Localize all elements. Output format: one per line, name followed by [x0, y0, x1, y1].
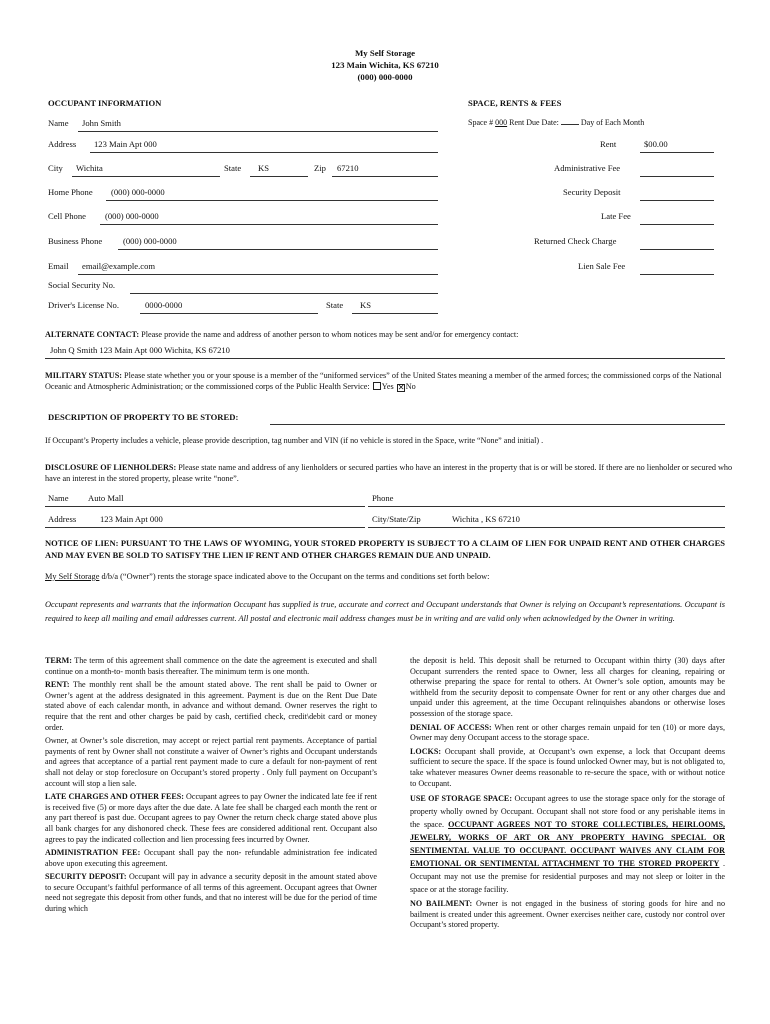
email-line: [78, 274, 438, 275]
state-line: [250, 176, 308, 177]
name-value[interactable]: John Smith: [82, 118, 121, 128]
rent-due-day-field[interactable]: [561, 124, 579, 125]
late-fee-line[interactable]: [640, 224, 714, 225]
owner-name: My Self Storage: [45, 572, 100, 581]
term-label: TERM:: [45, 656, 72, 665]
military-status-label: MILITARY STATUS:: [45, 371, 122, 380]
denial-label: DENIAL OF ACCESS:: [410, 722, 492, 732]
use-text-1: Occupant agrees to use the storage space only for the storage of property wholly owned by Occupant. Occupant shall not store food or any perishable items in the space.: [410, 794, 725, 830]
admin-fee-clause-label: ADMINISTRATION FEE:: [45, 848, 141, 858]
lienholder-csz-value[interactable]: Wichita , KS 67210: [452, 514, 520, 524]
lienholder-phone-line[interactable]: [368, 506, 725, 507]
returned-check-label: Returned Check Charge: [534, 236, 617, 246]
state-value[interactable]: KS: [258, 163, 269, 173]
lienholder-address-line: [45, 527, 365, 528]
business-phone-line: [118, 249, 438, 250]
address-label: Address: [48, 139, 77, 149]
alternate-contact-instruction: [45, 329, 735, 341]
rent-due-suffix: Day of Each Month: [580, 118, 645, 127]
late-fee-label: Late Fee: [601, 211, 631, 221]
city-label: City: [48, 163, 63, 173]
document-header: [0, 47, 770, 83]
locks-label: LOCKS:: [410, 746, 442, 756]
lien-sale-fee-line[interactable]: [640, 274, 714, 275]
city-value[interactable]: Wichita: [76, 163, 103, 173]
admin-fee-clause-text: Occupant shall pay the non- refundable administration fee indicated above upon executing this agreement.: [45, 848, 377, 868]
locks-text: Occupant shall provide, at Occupant’s own expense, a lock that Occupant deems sufficient to secure the space. If the space is found unlocked Owner may, but is not obligated to, take whatever measures Owner deems reasonable to re-secure the space, with or without notice to Occupant.: [410, 746, 725, 788]
lienholder-address-value[interactable]: 123 Main Apt 000: [100, 514, 163, 524]
security-deposit-clause-text: Occupant will pay in advance a security deposit in the amount stated above to secure Occupant’s faithful performance of all terms of this agreement. Occupant agrees that Owner need not segregate this deposit from other funds, and that no interest will be due for the period of time during which: [45, 872, 377, 914]
business-phone-label: Business Phone: [48, 236, 103, 246]
military-no-label: No: [405, 382, 416, 391]
address-value[interactable]: 123 Main Apt 000: [94, 139, 157, 149]
state-label: State: [224, 163, 242, 173]
alternate-contact-text: Please provide the name and address of another person to whom notices may be sent and/or for emergency contact:: [141, 330, 519, 339]
terms-left-column: [45, 656, 377, 918]
use-bold-warning: OCCUPANT AGREES NOT TO STORE COLLECTIBLES, HEIRLOOMS, JEWELRY, WORKS OF ART OR ANY PROPERTY HAVING SPECIAL OR SENTIMENTAL VALUE TO OCCUPANT. OCCUPANT WAIVES ANY CLAIM FOR EMOTIONAL OR SENTIMENTAL ATTACHMENT TO THE STORED PROPERTY: [410, 820, 725, 869]
military-yes-label: Yes: [381, 382, 394, 391]
cell-phone-value[interactable]: (000) 000-0000: [105, 211, 159, 221]
use-text-2: . Occupant may not use the premise for residential purposes and may not sleep or loiter in the space or at the storage facility.: [410, 859, 725, 895]
rents-statement: [45, 571, 735, 583]
military-status: [45, 370, 730, 392]
denial-text: When rent or other charges remain unpaid for ten (10) or more days, Owner may deny Occupant access to the storage space.: [410, 722, 725, 743]
business-phone-value[interactable]: (000) 000-0000: [123, 236, 177, 246]
military-no-checkbox[interactable]: ✕: [397, 383, 405, 392]
use-of-storage-clause: [410, 792, 725, 896]
dl-line: [140, 313, 318, 314]
terms-right-column: [410, 656, 725, 934]
late-charges-label: LATE CHARGES AND OTHER FEES:: [45, 792, 184, 802]
home-phone-line: [106, 200, 438, 201]
lienholder-csz-line: [368, 527, 725, 528]
dl-state-line: [352, 313, 438, 314]
admin-fee-label: Administrative Fee: [554, 163, 621, 173]
bailment-text: Owner is not engaged in the business of storing goods for hire and no bailment is created under this agreement. Owner exercises neither care, custody nor control over Occupant’s stored property.: [410, 899, 725, 930]
rent-clause-label: RENT:: [45, 680, 70, 690]
no-bailment-clause: [410, 899, 725, 931]
space-rent-due-row: [468, 118, 644, 128]
email-label: Email: [48, 261, 69, 271]
cell-phone-line: [100, 224, 438, 225]
lienholder-address-label: Address: [48, 514, 77, 524]
zip-label: Zip: [314, 163, 326, 173]
space-label: Space #: [468, 118, 494, 127]
dl-state-label: State: [326, 300, 344, 310]
rent-label: Rent: [600, 139, 617, 149]
name-line: [78, 131, 438, 132]
security-deposit-clause: [45, 872, 377, 914]
partial-payment-clause: Owner, at Owner’s sole discretion, may accept or reject partial rent payments. Acceptance of partial payments of rent by Owner shall not constitute a waiver of Owner’s rights and Occupant understands and agrees that acceptance of a partial rent payment made to cure a default for non-payment of rent shall not delay or stop foreclosure on Occupant’s stored property . Only full payment on Occupant’s account will stop a lien sale.: [45, 736, 377, 788]
dl-label: Driver's License No.: [48, 300, 119, 310]
lienholder-phone-label: Phone: [372, 493, 394, 503]
admin-fee-line[interactable]: [640, 176, 714, 177]
rent-clause: [45, 680, 377, 733]
lienholders-text: Please state name and address of any lienholders or secured parties who have an interest in the property that is or will be stored. If there are no lienholder or secured who have an interest in the stored property, please write “none”.: [45, 463, 733, 483]
zip-line: [332, 176, 438, 177]
description-label: DESCRIPTION OF PROPERTY TO BE STORED:: [48, 412, 239, 422]
name-label: Name: [48, 118, 69, 128]
occupant-section-title: OCCUPANT INFORMATION: [48, 98, 162, 108]
home-phone-label: Home Phone: [48, 187, 93, 197]
notice-of-lien: NOTICE OF LIEN: PURSUANT TO THE LAWS OF WYOMING, YOUR STORED PROPERTY IS SUBJECT TO A CLAIM OF LIEN FOR UNPAID RENT AND OTHER CHARGES AND MAY EVEN BE SOLD TO SATISFY THE LIEN IF RENT AND OTHER CHARGES REMAIN DUE AND UNPAID.: [45, 538, 725, 560]
lienholder-name-label: Name: [48, 493, 69, 503]
address-line: [90, 152, 438, 153]
space-number[interactable]: 000: [495, 118, 508, 127]
use-label: USE OF STORAGE SPACE:: [410, 794, 513, 804]
security-deposit-line[interactable]: [640, 200, 714, 201]
lienholders-instruction: [45, 463, 735, 484]
term-clause: [45, 656, 377, 677]
military-status-text: Please state whether you or your spouse is a member of the “uniformed services” of the United States meaning a member of the armed forces; the commissioned corps of the National Oceanic and Atmospheric Administration; or the commissioned corps of the Public Health Service:: [45, 371, 722, 391]
cell-phone-label: Cell Phone: [48, 211, 86, 221]
lienholder-name-line: [45, 506, 365, 507]
security-deposit-continued: the deposit is held. This deposit shall be returned to Occupant within thirty (30) days after Occupant surrenders the rented space to Owner, less all charges for cleaning, repairing or otherwise preparing the space for rental to others. At Owner’s sole option, amounts may be withheld from the security deposit to compensate Owner for rent or any other charges due and unpaid under this agreement, at the time Occupant relinquishes abandons or otherwise loses possession of the storage space.: [410, 656, 725, 718]
bailment-label: NO BAILMENT:: [410, 899, 473, 909]
rent-clause-text: The monthly rent shall be the amount stated above. The rent shall be paid to Owner or Owner’s agent at the address designated in this agreement. Payment is due on the Rent Due Date stated above of each calendar month, in advance and without demand. Owner reserves the right to require that the rent and other charges be paid by cash, certified check, credit\debit card or money order.: [45, 680, 377, 732]
business-address: 123 Main Wichita, KS 67210: [331, 60, 439, 70]
ssn-line: [130, 293, 438, 294]
description-note: If Occupant’s Property includes a vehicle, please provide description, tag number and VIN (if no vehicle is stored in the Space, write “None” and initial) .: [45, 436, 544, 445]
alternate-contact-label: ALTERNATE CONTACT:: [45, 330, 140, 339]
denial-of-access-clause: [410, 723, 725, 744]
lien-sale-fee-label: Lien Sale Fee: [578, 261, 626, 271]
alternate-contact-value[interactable]: John Q Smith 123 Main Apt 000 Wichita, KS 67210: [50, 345, 230, 355]
zip-value[interactable]: 67210: [337, 163, 359, 173]
occupant-represents: Occupant represents and warrants that the information Occupant has supplied is true, accurate and correct and Occupant understands that Owner is relying on Occupant’s representations. Occupant is required to keep all mailing and email addresses current. All postal and electronic mail address changes must be in writing and are valid only when acknowledged by the Owner in writing.: [45, 600, 725, 623]
security-deposit-label: Security Deposit: [563, 187, 621, 197]
lienholder-csz-label: City/State/Zip: [372, 514, 421, 524]
returned-check-line[interactable]: [640, 249, 714, 250]
business-phone: (000) 000-0000: [357, 72, 413, 82]
description-line[interactable]: [270, 424, 725, 425]
locks-clause: [410, 747, 725, 789]
military-yes-checkbox[interactable]: [373, 382, 381, 390]
dl-state-value[interactable]: KS: [360, 300, 371, 310]
late-charges-text: Occupant agrees to pay Owner the indicated late fee if rent is received five (5) or more days after the due date. A late fee shall be charged each month the rent or any part thereof is past due. Occupant agrees to pay Owner the return check charge stated above plus all bank charges for any dishonored check. These fees are considered additional rent. Occupant also agrees to pay the indicated collection and lien processing fees incurred by Owner.: [45, 792, 377, 844]
rents-statement-text: d/b/a (“Owner”) rents the storage space indicated above to the Occupant on the terms and conditions set forth below:: [99, 572, 490, 581]
term-text: The term of this agreement shall commence on the date the agreement is executed and shall continue on a month-to- month basis thereafter. The minimum term is one month.: [45, 656, 377, 676]
alternate-contact-line: [45, 358, 725, 359]
admin-fee-clause: [45, 848, 377, 869]
security-deposit-clause-label: SECURITY DEPOSIT:: [45, 872, 127, 882]
space-section-title: SPACE, RENTS & FEES: [468, 98, 562, 108]
dl-value[interactable]: 0000-0000: [145, 300, 183, 310]
rent-line: [640, 152, 714, 153]
lienholders-label: DISCLOSURE OF LIENHOLDERS:: [45, 463, 177, 472]
ssn-label: Social Security No.: [48, 280, 116, 290]
email-value[interactable]: email@example.com: [82, 261, 156, 271]
lienholder-name-value[interactable]: Auto Mall: [88, 493, 124, 503]
city-line: [72, 176, 220, 177]
rent-value[interactable]: $00.00: [644, 139, 668, 149]
home-phone-value[interactable]: (000) 000-0000: [111, 187, 165, 197]
late-charges-clause: [45, 792, 377, 845]
rent-due-label: Rent Due Date:: [509, 118, 559, 127]
business-name: My Self Storage: [354, 48, 416, 58]
